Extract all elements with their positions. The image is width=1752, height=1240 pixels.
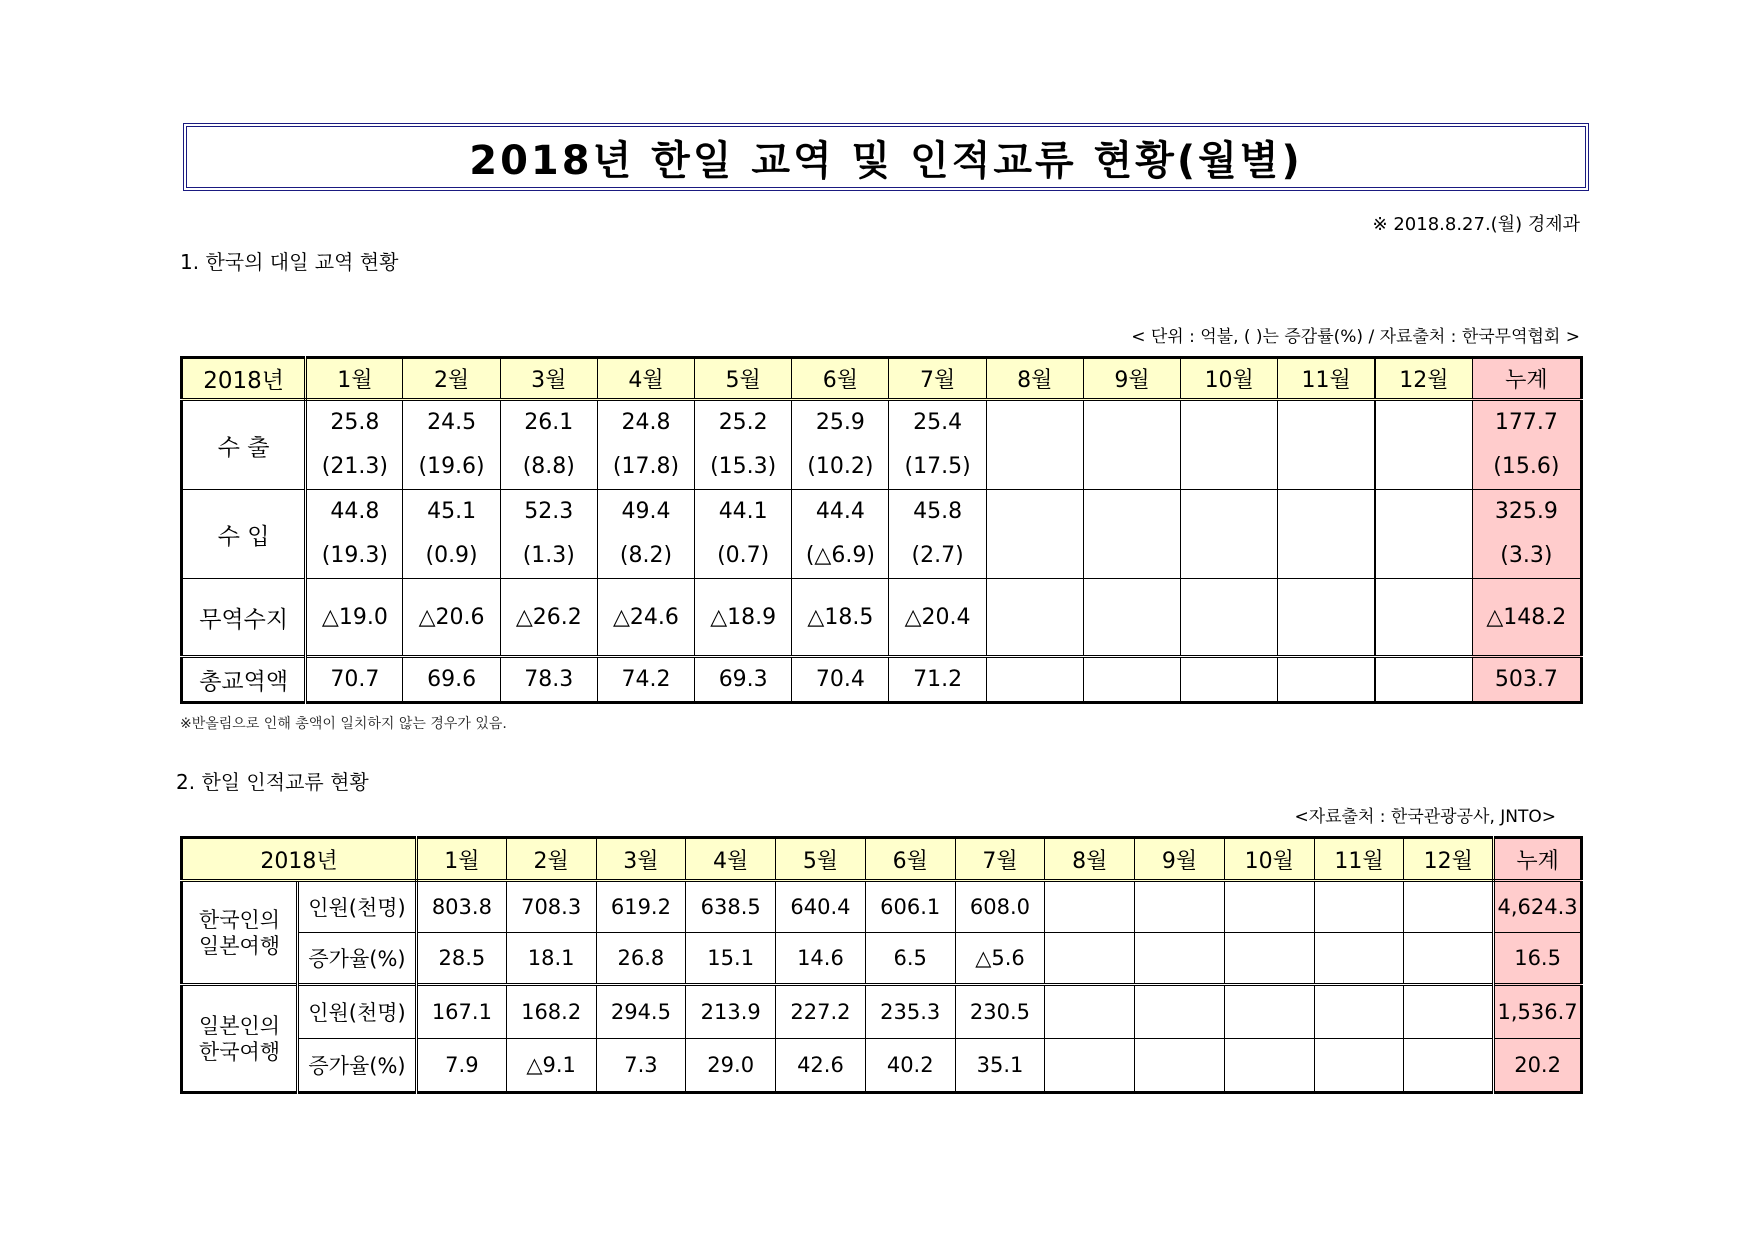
header-month: 7월	[955, 838, 1045, 881]
header-month: 2월	[506, 838, 596, 881]
group2-row1	[182, 985, 1582, 1039]
cell-rate: (21.3)	[321, 454, 388, 479]
balance-total: △148.2	[1472, 579, 1581, 657]
row-label: 증가율(%)	[297, 1039, 416, 1093]
balance-cell: △18.5	[792, 579, 889, 657]
data-cell: △9.1	[506, 1039, 596, 1093]
cell-value	[1084, 490, 1180, 534]
cell-value	[1084, 401, 1180, 445]
cell-rate: (17.5)	[904, 454, 971, 479]
trade-header-row	[182, 358, 1582, 400]
balance-cell: △19.0	[306, 579, 403, 657]
total_trade-cell	[1278, 657, 1375, 703]
cell-value	[987, 490, 1083, 534]
total_trade-label: 총교역액	[182, 657, 306, 703]
header-month: 1월	[417, 838, 507, 881]
total_trade-cell: 71.2	[889, 657, 986, 703]
data-cell	[1045, 1039, 1135, 1093]
header-month: 6월	[792, 358, 889, 400]
data-cell	[1314, 881, 1404, 933]
cell-value: 44.4	[815, 499, 865, 524]
total-cell: 20.2	[1494, 1039, 1582, 1093]
total_trade-cell: 74.2	[597, 657, 694, 703]
cell-rate	[1376, 534, 1472, 578]
header-month: 7월	[889, 358, 986, 400]
data-cell: 803.8	[417, 881, 507, 933]
import-cell	[1181, 490, 1278, 579]
cell-rate: (10.2)	[807, 454, 874, 479]
export-cell	[986, 400, 1083, 490]
total-trade-row	[182, 657, 1582, 703]
header-month: 12월	[1404, 838, 1494, 881]
data-cell: 294.5	[596, 985, 686, 1039]
cell-rate: (3.3)	[1500, 543, 1553, 568]
cell-value	[1278, 401, 1374, 445]
total_trade-cell: 69.3	[695, 657, 792, 703]
cell-rate	[1181, 445, 1277, 489]
header-month: 11월	[1314, 838, 1404, 881]
header-month: 8월	[986, 358, 1083, 400]
total-cell: 16.5	[1494, 933, 1582, 985]
data-cell: 14.6	[776, 933, 866, 985]
balance-cell: △18.9	[695, 579, 792, 657]
header-month: 5월	[695, 358, 792, 400]
export-cell	[403, 400, 500, 490]
data-cell	[1224, 985, 1314, 1039]
data-cell: 638.5	[686, 881, 776, 933]
cell-value: 25.8	[330, 410, 380, 435]
data-cell: 619.2	[596, 881, 686, 933]
cell-value: 52.3	[524, 499, 574, 524]
header-month: 8월	[1045, 838, 1135, 881]
data-cell	[1224, 933, 1314, 985]
balance-cell: △24.6	[597, 579, 694, 657]
total_trade-cell	[986, 657, 1083, 703]
header-total: 누계	[1494, 838, 1582, 881]
balance-cell	[1375, 579, 1472, 657]
data-cell: 213.9	[686, 985, 776, 1039]
header-year: 2018년	[182, 358, 306, 400]
cell-rate	[987, 445, 1083, 489]
header-total: 누계	[1472, 358, 1581, 400]
export-row	[182, 400, 1582, 490]
cell-rate	[1084, 534, 1180, 578]
data-cell	[1135, 881, 1225, 933]
data-cell: 40.2	[865, 1039, 955, 1093]
data-cell	[1404, 985, 1494, 1039]
import-cell	[889, 490, 986, 579]
group1-row1	[182, 881, 1582, 933]
import-cell	[1083, 490, 1180, 579]
section1-unit-note: < 단위 : 억불, ( )는 증감률(%) / 자료출처 : 한국무역협회 >	[1131, 327, 1580, 347]
data-cell: 708.3	[506, 881, 596, 933]
import-cell	[986, 490, 1083, 579]
export-label: 수 출	[182, 400, 306, 490]
cell-value: 26.1	[524, 410, 574, 435]
balance-label: 무역수지	[182, 579, 306, 657]
balance-cell	[1181, 579, 1278, 657]
data-cell	[1045, 881, 1135, 933]
import-cell	[597, 490, 694, 579]
data-cell: 18.1	[506, 933, 596, 985]
header-month: 3월	[500, 358, 597, 400]
cell-value	[1278, 490, 1374, 534]
cell-value	[1181, 490, 1277, 534]
header-month: 2월	[403, 358, 500, 400]
cell-value: 24.8	[621, 410, 671, 435]
cell-rate: (15.6)	[1493, 454, 1560, 479]
balance-cell: △20.4	[889, 579, 986, 657]
data-cell: 6.5	[865, 933, 955, 985]
total-cell: 4,624.3	[1494, 881, 1582, 933]
balance-row	[182, 579, 1582, 657]
cell-rate: (1.3)	[522, 543, 575, 568]
cell-value	[987, 401, 1083, 445]
import-cell	[306, 490, 403, 579]
row-label: 인원(천명)	[297, 881, 416, 933]
data-cell: 227.2	[776, 985, 866, 1039]
import-cell	[500, 490, 597, 579]
date-note: ※ 2018.8.27.(월) 경제과	[1372, 214, 1580, 235]
total_trade-cell	[1181, 657, 1278, 703]
header-year: 2018년	[182, 838, 417, 881]
cell-value: 25.9	[815, 410, 865, 435]
cell-value: 45.8	[913, 499, 963, 524]
data-cell	[1135, 985, 1225, 1039]
data-cell: △5.6	[955, 933, 1045, 985]
total_trade-cell: 69.6	[403, 657, 500, 703]
data-cell	[1135, 933, 1225, 985]
group-label-line: 한국여행	[198, 1039, 281, 1064]
data-cell: 640.4	[776, 881, 866, 933]
export-total	[1472, 400, 1581, 490]
total_trade-cell: 78.3	[500, 657, 597, 703]
import-cell	[1278, 490, 1375, 579]
export-cell	[306, 400, 403, 490]
group-label-line: 일본여행	[198, 933, 281, 958]
balance-cell	[1083, 579, 1180, 657]
header-month: 10월	[1181, 358, 1278, 400]
data-cell: 168.2	[506, 985, 596, 1039]
cell-rate: (0.9)	[425, 543, 478, 568]
import-cell	[792, 490, 889, 579]
cell-rate: (19.3)	[321, 543, 388, 568]
cell-rate: (15.3)	[710, 454, 777, 479]
header-month: 4월	[686, 838, 776, 881]
cell-value: 49.4	[621, 499, 671, 524]
export-cell	[597, 400, 694, 490]
export-cell	[1375, 400, 1472, 490]
export-cell	[500, 400, 597, 490]
data-cell	[1045, 985, 1135, 1039]
export-cell	[695, 400, 792, 490]
cell-rate: (8.8)	[522, 454, 575, 479]
cell-value: 25.2	[718, 410, 768, 435]
header-month: 6월	[865, 838, 955, 881]
balance-cell: △20.6	[403, 579, 500, 657]
data-cell: 235.3	[865, 985, 955, 1039]
section1-footnote: ※반올림으로 인해 총액이 일치하지 않는 경우가 있음.	[180, 716, 507, 732]
data-cell: 606.1	[865, 881, 955, 933]
cell-value	[1376, 490, 1472, 534]
export-cell	[1278, 400, 1375, 490]
data-cell: 7.3	[596, 1039, 686, 1093]
export-cell	[792, 400, 889, 490]
section2-heading: 2. 한일 인적교류 현황	[176, 770, 369, 794]
export-cell	[1083, 400, 1180, 490]
section1-heading: 1. 한국의 대일 교역 현황	[180, 250, 399, 274]
group-label-line: 한국인의	[198, 907, 281, 932]
data-cell	[1404, 881, 1494, 933]
data-cell: 29.0	[686, 1039, 776, 1093]
data-cell	[1224, 881, 1314, 933]
group-label-line: 일본인의	[198, 1013, 281, 1038]
data-cell: 26.8	[596, 933, 686, 985]
data-cell: 167.1	[417, 985, 507, 1039]
exchange-table	[180, 836, 1583, 1094]
group1-row2	[182, 933, 1582, 985]
data-cell	[1314, 985, 1404, 1039]
data-cell	[1314, 933, 1404, 985]
import-row	[182, 490, 1582, 579]
import-label: 수 입	[182, 490, 306, 579]
cell-value: 44.1	[718, 499, 768, 524]
data-cell: 15.1	[686, 933, 776, 985]
total-cell: 1,536.7	[1494, 985, 1582, 1039]
cell-rate	[1376, 445, 1472, 489]
total_trade-cell	[1375, 657, 1472, 703]
group-label	[182, 985, 298, 1093]
data-cell: 608.0	[955, 881, 1045, 933]
section2-source-note: <자료출처 : 한국관광공사, JNTO>	[1294, 807, 1556, 827]
data-cell: 35.1	[955, 1039, 1045, 1093]
data-cell: 7.9	[417, 1039, 507, 1093]
row-label: 증가율(%)	[297, 933, 416, 985]
cell-rate: (△6.9)	[805, 543, 875, 568]
cell-value: 44.8	[330, 499, 380, 524]
header-month: 1월	[306, 358, 403, 400]
cell-rate: (19.6)	[418, 454, 485, 479]
cell-rate	[1084, 445, 1180, 489]
data-cell	[1224, 1039, 1314, 1093]
cell-value	[1376, 401, 1472, 445]
cell-rate	[987, 534, 1083, 578]
trade-table	[180, 356, 1583, 704]
header-month: 12월	[1375, 358, 1472, 400]
group2-row2	[182, 1039, 1582, 1093]
header-month: 5월	[776, 838, 866, 881]
import-cell	[403, 490, 500, 579]
import-total	[1472, 490, 1581, 579]
cell-value: 45.1	[427, 499, 477, 524]
export-cell	[889, 400, 986, 490]
data-cell	[1045, 933, 1135, 985]
balance-cell	[986, 579, 1083, 657]
cell-value: 325.9	[1494, 499, 1558, 524]
cell-value: 177.7	[1494, 410, 1558, 435]
page-title	[183, 123, 1589, 191]
header-month: 10월	[1224, 838, 1314, 881]
total_trade-total: 503.7	[1472, 657, 1581, 703]
data-cell	[1314, 1039, 1404, 1093]
total_trade-cell	[1083, 657, 1180, 703]
header-month: 3월	[596, 838, 686, 881]
data-cell: 28.5	[417, 933, 507, 985]
header-month: 11월	[1278, 358, 1375, 400]
cell-rate: (17.8)	[612, 454, 680, 479]
balance-cell: △26.2	[500, 579, 597, 657]
balance-cell	[1278, 579, 1375, 657]
data-cell	[1404, 1039, 1494, 1093]
cell-value: 25.4	[913, 410, 963, 435]
total_trade-cell: 70.7	[306, 657, 403, 703]
import-cell	[1375, 490, 1472, 579]
export-cell	[1181, 400, 1278, 490]
cell-rate	[1181, 534, 1277, 578]
row-label: 인원(천명)	[297, 985, 416, 1039]
cell-rate: (8.2)	[619, 543, 673, 568]
header-month: 9월	[1083, 358, 1180, 400]
data-cell	[1135, 1039, 1225, 1093]
total_trade-cell: 70.4	[792, 657, 889, 703]
group-label	[182, 881, 298, 985]
data-cell: 230.5	[955, 985, 1045, 1039]
page-title-text: 2018년 한일 교역 및 인적교류 현황(월별)	[469, 137, 1303, 184]
cell-rate: (0.7)	[717, 543, 770, 568]
cell-value: 24.5	[427, 410, 477, 435]
exchange-header-row	[182, 838, 1582, 881]
cell-value	[1181, 401, 1277, 445]
header-month: 4월	[597, 358, 694, 400]
cell-rate	[1278, 445, 1374, 489]
import-cell	[695, 490, 792, 579]
data-cell: 42.6	[776, 1039, 866, 1093]
data-cell	[1404, 933, 1494, 985]
cell-rate	[1278, 534, 1374, 578]
cell-rate: (2.7)	[911, 543, 964, 568]
header-month: 9월	[1135, 838, 1225, 881]
